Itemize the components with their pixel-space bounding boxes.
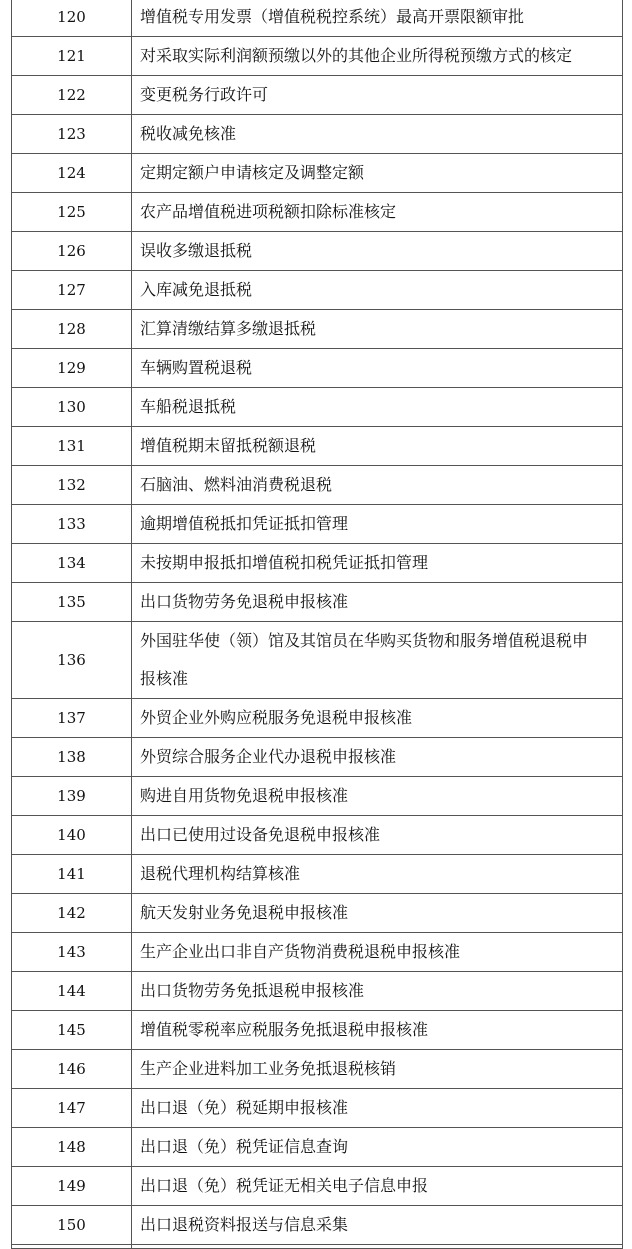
row-service-name: 出口退（免）税凭证信息查询 (132, 1128, 623, 1167)
row-number: 132 (12, 466, 132, 505)
row-number: 148 (12, 1128, 132, 1167)
row-service-name: 对采取实际利润额预缴以外的其他企业所得税预缴方式的核定 (132, 37, 623, 76)
row-number-empty (12, 1245, 132, 1249)
row-number: 129 (12, 349, 132, 388)
row-service-name: 生产企业出口非自产货物消费税退税申报核准 (132, 933, 623, 972)
table-row-cut-off (12, 1245, 623, 1249)
row-service-name: 出口货物劳务免抵退税申报核准 (132, 972, 623, 1011)
row-number: 150 (12, 1206, 132, 1245)
row-service-name: 车辆购置税退税 (132, 349, 623, 388)
table-row (12, 427, 623, 466)
row-service-name: 入库减免退抵税 (132, 271, 623, 310)
table-row (12, 1089, 623, 1128)
table-row (12, 37, 623, 76)
row-service-name: 出口退（免）税凭证无相关电子信息申报 (132, 1167, 623, 1206)
row-number: 130 (12, 388, 132, 427)
row-number: 134 (12, 544, 132, 583)
row-number: 141 (12, 855, 132, 894)
row-service-name: 增值税零税率应税服务免抵退税申报核准 (132, 1011, 623, 1050)
table-row (12, 816, 623, 855)
table-row (12, 933, 623, 972)
tax-service-table (11, 0, 623, 1249)
row-service-name: 外国驻华使（领）馆及其馆员在华购买货物和服务增值税退税申报核准 (132, 622, 623, 699)
table-row (12, 1011, 623, 1050)
row-number: 125 (12, 193, 132, 232)
row-service-name: 购进自用货物免退税申报核准 (132, 777, 623, 816)
table-row (12, 777, 623, 816)
row-number: 135 (12, 583, 132, 622)
table-row (12, 1128, 623, 1167)
table-row (12, 466, 623, 505)
table-row (12, 544, 623, 583)
table-row (12, 972, 623, 1011)
row-service-name: 定期定额户申请核定及调整定额 (132, 154, 623, 193)
row-service-name: 航天发射业务免退税申报核准 (132, 894, 623, 933)
row-number: 144 (12, 972, 132, 1011)
row-number: 121 (12, 37, 132, 76)
table-row (12, 1167, 623, 1206)
row-number: 138 (12, 738, 132, 777)
row-number: 146 (12, 1050, 132, 1089)
table-row (12, 894, 623, 933)
row-number: 124 (12, 154, 132, 193)
row-service-name: 增值税期末留抵税额退税 (132, 427, 623, 466)
row-service-name: 外贸综合服务企业代办退税申报核准 (132, 738, 623, 777)
table-row (12, 310, 623, 349)
row-service-name: 增值税专用发票（增值税税控系统）最高开票限额审批 (132, 0, 623, 37)
table-row (12, 154, 623, 193)
table-row (12, 1206, 623, 1245)
row-service-name: 税收减免核准 (132, 115, 623, 154)
table-row (12, 0, 623, 37)
table-row (12, 622, 623, 699)
row-number: 137 (12, 699, 132, 738)
row-service-name: 生产企业进料加工业务免抵退税核销 (132, 1050, 623, 1089)
table-row (12, 738, 623, 777)
row-service-name: 石脑油、燃料油消费税退税 (132, 466, 623, 505)
row-service-name-empty (132, 1245, 623, 1249)
row-service-name: 车船税退抵税 (132, 388, 623, 427)
table-body (12, 0, 623, 1249)
row-number: 133 (12, 505, 132, 544)
table-row (12, 76, 623, 115)
row-service-name: 农产品增值税进项税额扣除标准核定 (132, 193, 623, 232)
table-row (12, 232, 623, 271)
row-service-name: 未按期申报抵扣增值税扣税凭证抵扣管理 (132, 544, 623, 583)
table-row (12, 699, 623, 738)
row-number: 143 (12, 933, 132, 972)
row-number: 140 (12, 816, 132, 855)
row-service-name: 逾期增值税抵扣凭证抵扣管理 (132, 505, 623, 544)
table-row (12, 271, 623, 310)
row-number: 139 (12, 777, 132, 816)
table-row (12, 855, 623, 894)
row-number: 127 (12, 271, 132, 310)
row-number: 128 (12, 310, 132, 349)
row-number: 149 (12, 1167, 132, 1206)
row-number: 145 (12, 1011, 132, 1050)
table-row (12, 388, 623, 427)
row-service-name: 出口已使用过设备免退税申报核准 (132, 816, 623, 855)
row-number: 122 (12, 76, 132, 115)
table-row (12, 583, 623, 622)
row-number: 131 (12, 427, 132, 466)
row-service-name: 出口退（免）税延期申报核准 (132, 1089, 623, 1128)
table-row (12, 193, 623, 232)
row-number: 123 (12, 115, 132, 154)
table-row (12, 1050, 623, 1089)
row-service-name: 外贸企业外购应税服务免退税申报核准 (132, 699, 623, 738)
table-row (12, 349, 623, 388)
row-service-name: 汇算清缴结算多缴退抵税 (132, 310, 623, 349)
row-number: 120 (12, 0, 132, 37)
row-service-name: 变更税务行政许可 (132, 76, 623, 115)
row-service-name: 出口退税资料报送与信息采集 (132, 1206, 623, 1245)
row-number: 142 (12, 894, 132, 933)
row-number: 126 (12, 232, 132, 271)
table-row (12, 505, 623, 544)
row-service-name: 退税代理机构结算核准 (132, 855, 623, 894)
table-row (12, 115, 623, 154)
row-service-name: 误收多缴退抵税 (132, 232, 623, 271)
row-number: 136 (12, 622, 132, 699)
row-number: 147 (12, 1089, 132, 1128)
row-service-name: 出口货物劳务免退税申报核准 (132, 583, 623, 622)
